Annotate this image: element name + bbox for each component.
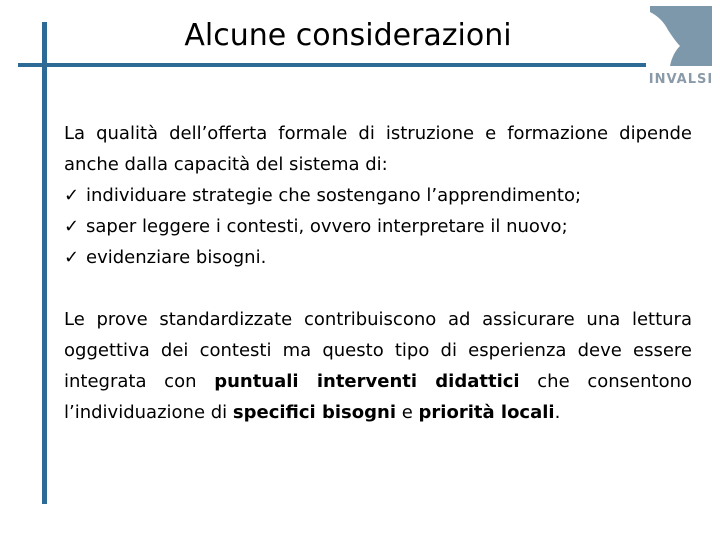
paragraph-text: che consentono l’individuazione di bbox=[64, 371, 692, 423]
list-item-text: individuare strategie che sostengano l’apprendimento; bbox=[86, 185, 582, 206]
paragraph-spacer bbox=[64, 273, 692, 304]
invalsi-logo-text: INVALSI bbox=[648, 72, 714, 87]
checkmark-icon: ✓ bbox=[64, 247, 80, 268]
checklist bbox=[64, 180, 692, 273]
slide-body bbox=[64, 118, 692, 428]
emphasis-bisogni: specifici bisogni bbox=[232, 402, 396, 423]
emphasis-interventi: puntuali interventi didattici bbox=[214, 371, 520, 392]
list-item-text: evidenziare bisogni. bbox=[86, 247, 267, 268]
list-item bbox=[64, 180, 692, 211]
list-item bbox=[64, 242, 692, 273]
emphasis-priorita: priorità locali bbox=[418, 402, 555, 423]
paragraph-text: e bbox=[396, 402, 419, 423]
vertical-accent-line bbox=[42, 22, 47, 504]
checkmark-icon: ✓ bbox=[64, 216, 80, 237]
paragraph-text: Le prove standardizzate contribuiscono ad assicurare una lettura oggettiva dei contesti ma questo tipo di esperienza deve essere integrata con bbox=[64, 309, 692, 392]
paragraph-text: . bbox=[554, 402, 561, 423]
invalsi-logo bbox=[648, 6, 714, 90]
intro-paragraph: La qualità dell’offerta formale di istruzione e formazione dipende anche dalla capacità del sistema di: bbox=[64, 123, 692, 175]
invalsi-logo-icon bbox=[650, 6, 712, 66]
slide-title: Alcune considerazioni bbox=[184, 18, 512, 53]
list-item-text: saper leggere i contesti, ovvero interpretare il nuovo; bbox=[86, 216, 568, 237]
list-item bbox=[64, 211, 692, 242]
horizontal-accent-line bbox=[18, 63, 646, 67]
second-paragraph bbox=[64, 304, 692, 428]
checkmark-icon: ✓ bbox=[64, 185, 80, 206]
